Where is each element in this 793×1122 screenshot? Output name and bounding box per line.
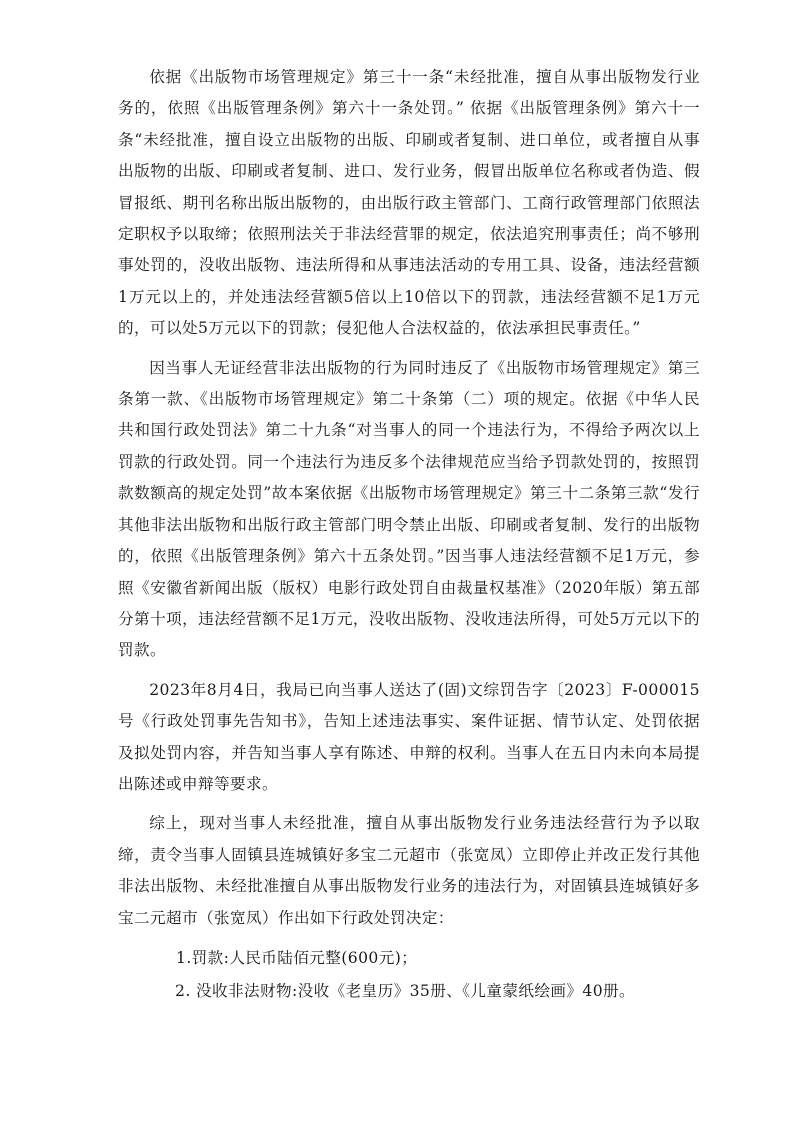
- paragraph-decision-summary: 综上，现对当事人未经批准，擅自从事出版物发行业务违法经营行为予以取缔，责令当事人固镇县连城镇好多宝二元超市（张宽凤）立即停止并改正发行其他非法出版物、未经批准擅自从事出版物发行业务的违法行为，对固镇县连城镇好多宝二元超市（张宽凤）作出如下行政处罚决定：: [118, 814, 700, 927]
- document-body: [118, 62, 700, 1008]
- penalty-item-fine: 1.罚款:人民币陆佰元整(600元)；: [176, 948, 418, 967]
- paragraph-notice-served: 2023年8月4日，我局已向当事人送达了(固)文综罚告字〔2023〕F-000015号《行政处罚事先告知书》，告知上述违法事实、案件证据、情节认定、处罚依据及拟处罚内容，并告知当事人享有陈述、申辩的权利。当事人在五日内未向本局提出陈述或申辩等要求。: [118, 680, 700, 793]
- paragraph-penalty-reasoning: 因当事人无证经营非法出版物的行为同时违反了《出版物市场管理规定》第三条第一款、《出版物市场管理规定》第二十条第（二）项的规定。依据《中华人民共和国行政处罚法》第二十九条“对当事人的同一个违法行为，不得给予两次以上罚款的行政处罚。同一个违法行为违反多个法律规范应当给予罚款处罚的，按照罚款数额高的规定处罚”故本案依据《出版物市场管理规定》第三十二条第三款“发行其他非法出版物和出版行政主管部门明令禁止出版、印刷或者复制、发行的出版物的，依照《出版管理条例》第六十五条处罚。”因当事人违法经营额不足1万元，参照《安徽省新闻出版（版权）电影行政处罚自由裁量权基准》（2020年版）第五部分第十项，违法经营额不足1万元，没收出版物、没收违法所得，可处5万元以下的罚款。: [118, 358, 700, 660]
- penalty-item-confiscation: 2. 没收非法财物:没收《老皇历》35册、《儿童蒙纸绘画》40册。: [175, 981, 636, 1000]
- paragraph-legal-basis: 依据《出版物市场管理规定》第三十一条“未经批准，擅自从事出版物发行业务的，依照《出版管理条例》第六十一条处罚。” 依据《出版管理条例》第六十一条“未经批准，擅自设立出版物的出版、印刷或者复制、进口单位，或者擅自从事出版物的出版、印刷或者复制、进口、发行业务，假冒出版单位名称或者伪造、假冒报纸、期刊名称出版出版物的，由出版行政主管部门、工商行政管理部门依照法定职权予以取缔；依照刑法关于非法经营罪的规定，依法追究刑事责任；尚不够刑事处罚的，没收出版物、违法所得和从事违法活动的专用工具、设备，违法经营额1万元以上的，并处违法经营额5倍以上10倍以下的罚款，违法经营额不足1万元的，可以处5万元以下的罚款；侵犯他人合法权益的，依法承担民事责任。”: [118, 68, 700, 338]
